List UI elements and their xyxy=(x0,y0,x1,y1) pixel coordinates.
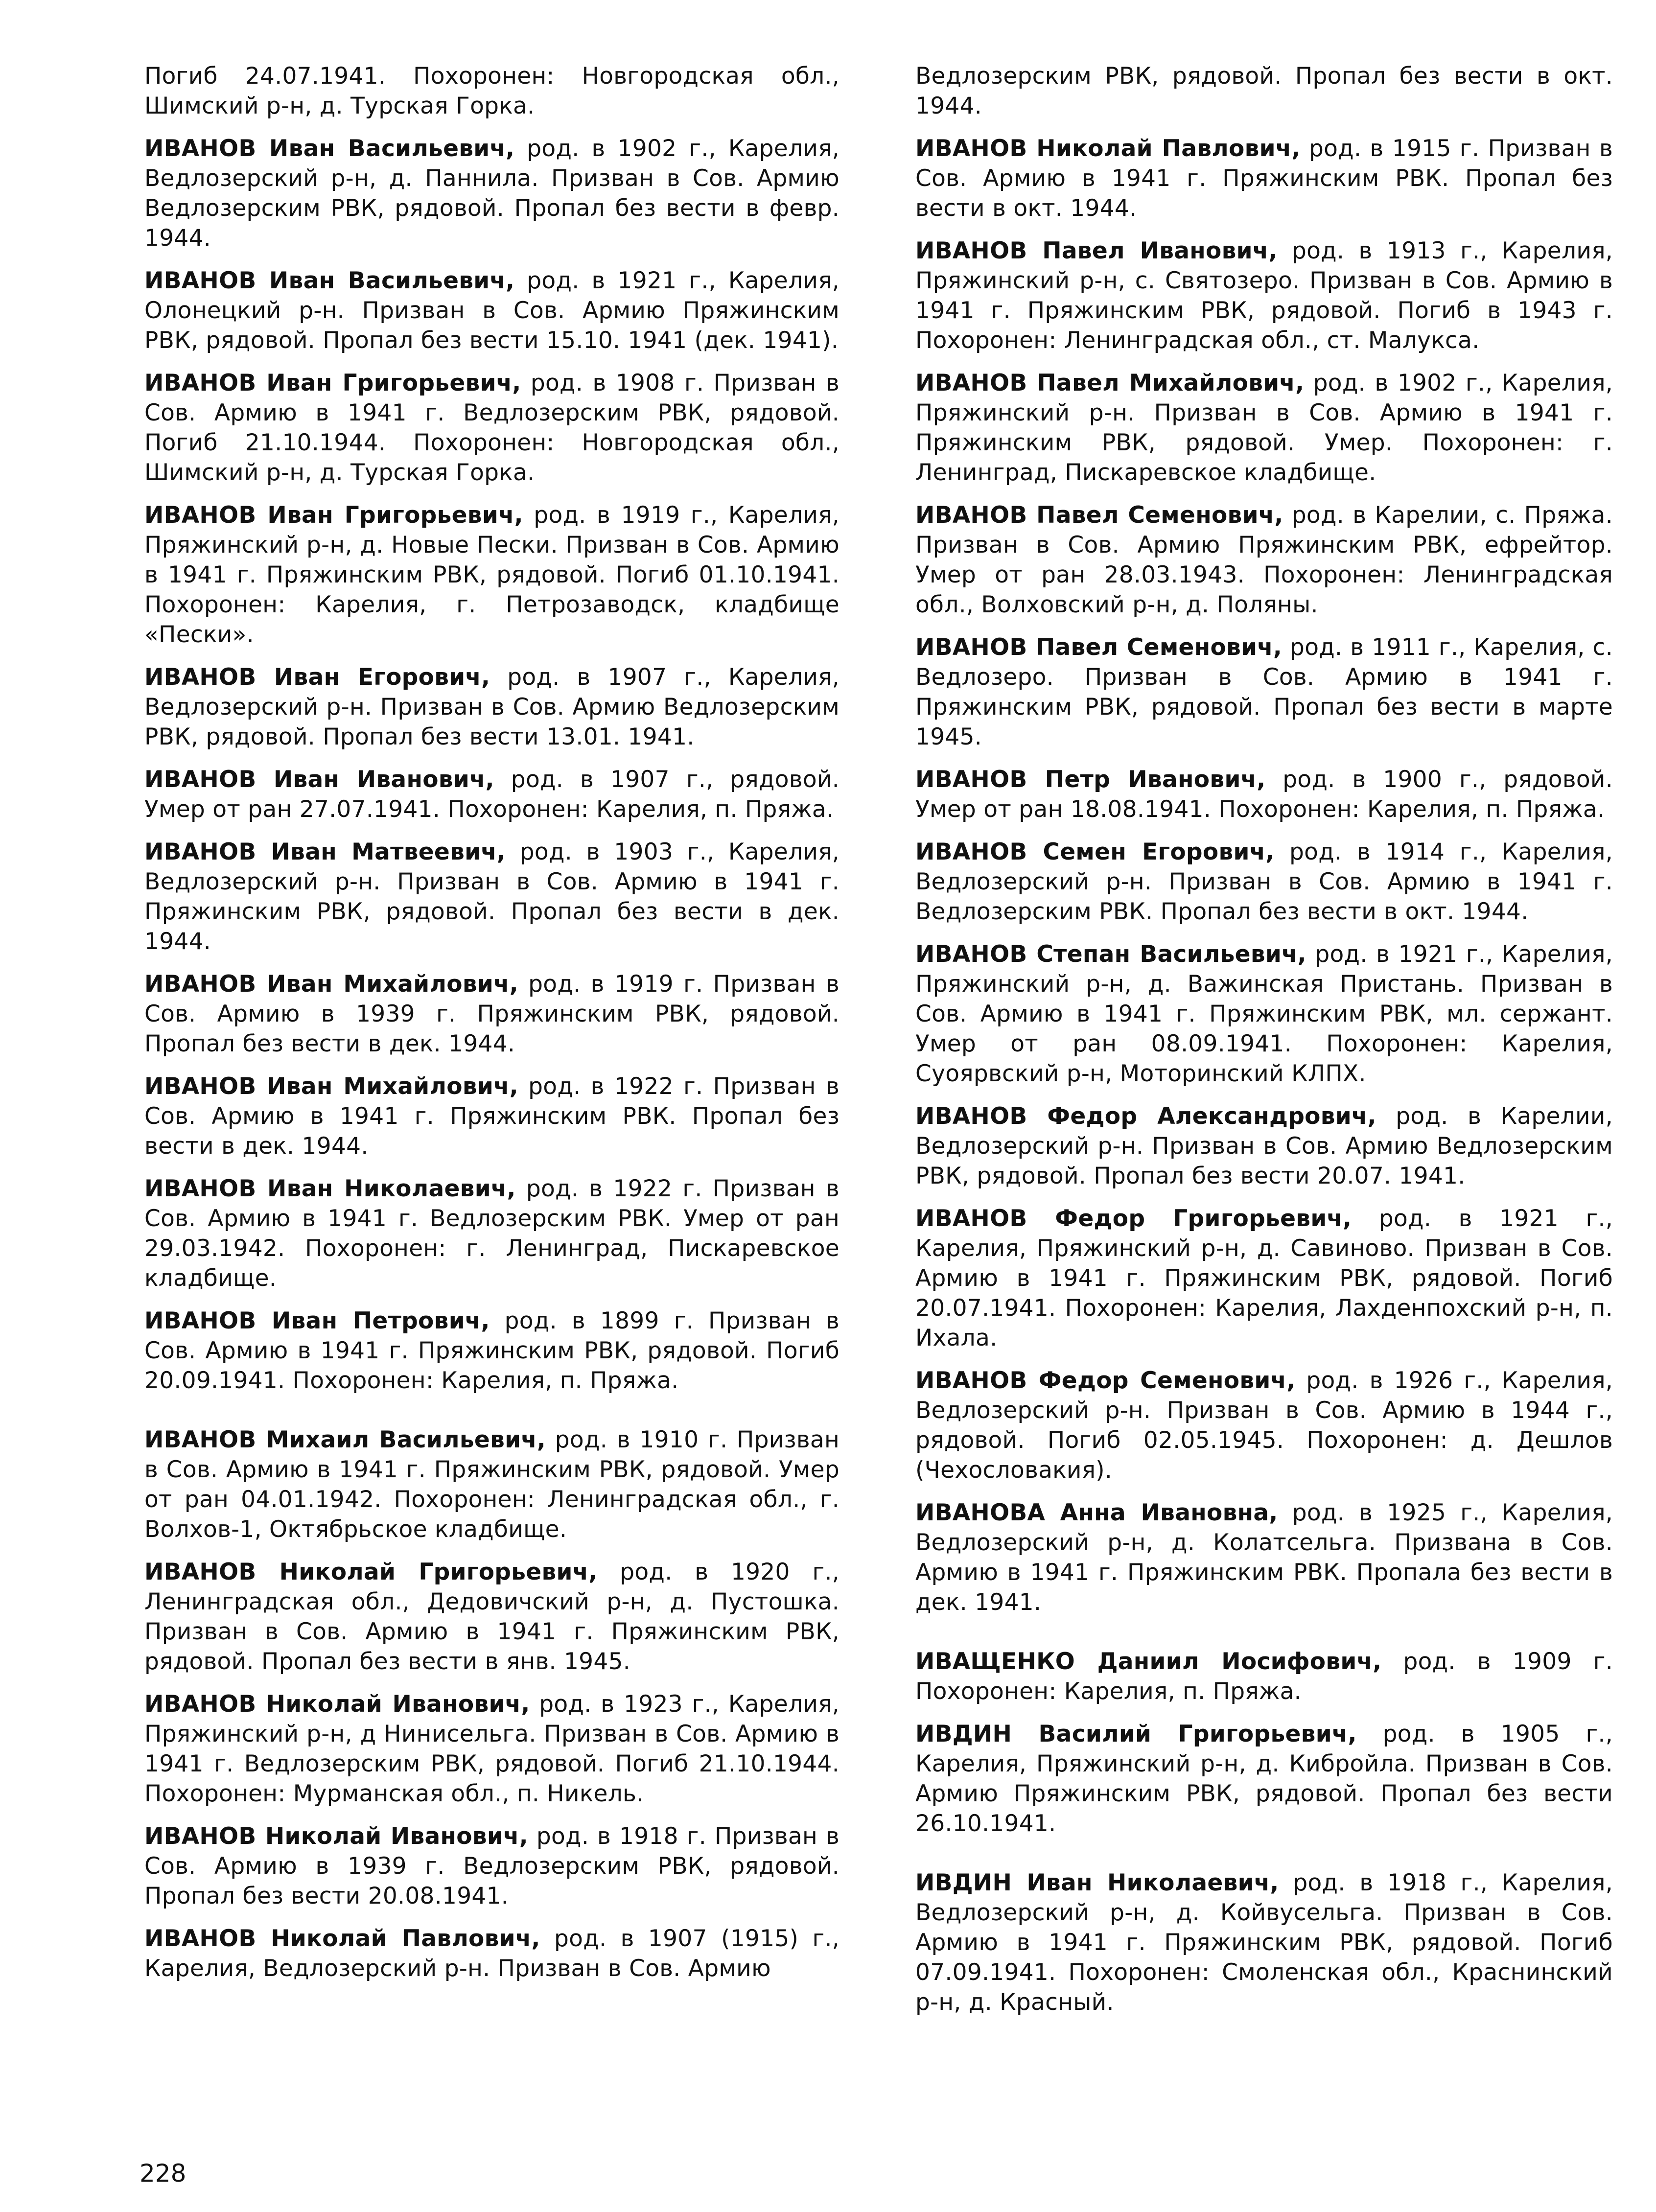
entry-name: ИВАНОВ Федор Семенович, xyxy=(915,1367,1296,1394)
entry-name: ИВАНОВ Иван Григорьевич, xyxy=(144,370,521,396)
entry-name: ИВАНОВ Иван Михайлович, xyxy=(144,1073,518,1100)
entry-text: род. в 1914 г., Карелия, Ведлозерский р-н. Призван в Сов. Армию в 1941 г. Ведлозерским РВК. Пропал без вести в окт. 1944. xyxy=(915,838,1613,925)
entry-name: ИВАНОВ Иван Михайлович, xyxy=(144,971,518,998)
entry xyxy=(915,939,1613,1089)
entry-text: род. в 1921 г., Карелия, Олонецкий р-н. Призван в Сов. Армию Пряжинским РВК, рядовой. Пропал без вести 15.10. 1941 (дек. 1941). xyxy=(144,267,840,354)
right-column xyxy=(915,61,1613,2030)
entry-text: род. в 1908 г. Призван в Сов. Армию в 1941 г. Ведлозерским РВК, рядовой. Погиб 21.10.1944. Похоронен: Новгородская обл., Шимский р-н, д. Турская Горка. xyxy=(144,370,840,486)
entry xyxy=(144,368,840,488)
entry xyxy=(915,1498,1613,1617)
entry-name: ИВАНОВА Анна Ивановна, xyxy=(915,1499,1278,1526)
entry xyxy=(144,1557,840,1676)
entry xyxy=(915,368,1613,488)
entry-text: род. в 1922 г. Призван в Сов. Армию в 1941 г. Пряжинским РВК. Пропал без вести в дек. 1944. xyxy=(144,1073,840,1160)
entry-text: Погиб 24.07.1941. Похоронен: Новгородская обл., Шимский р-н, д. Турская Горка. xyxy=(144,63,840,119)
page-number: 228 xyxy=(140,2159,187,2188)
entry-text: род. в 1922 г. Призван в Сов. Армию в 1941 г. Ведлозерским РВК. Умер от ран 29.03.1942. Похоронен: г. Ленинград, Пискаревское кладбище. xyxy=(144,1175,840,1292)
entry-text: род. в 1907 (1915) г., Карелия, Ведлозерский р-н. Призван в Сов. Армию xyxy=(144,1925,840,1982)
entry-name: ИВАНОВ Николай Иванович, xyxy=(144,1691,530,1718)
entry-name: ИВАНОВ Иван Григорьевич, xyxy=(144,502,523,529)
entry-name: ИВАНОВ Иван Егорович, xyxy=(144,664,490,691)
entry-text: род. в 1923 г., Карелия, Пряжинский р-н, д Нинисельга. Призван в Сов. Армию в 1941 г. Ведлозерским РВК, рядовой. Погиб 21.10.1944. Похоронен: Мурманская обл., п. Никель. xyxy=(144,1691,840,1807)
entry xyxy=(144,969,840,1059)
entry xyxy=(915,1647,1613,1706)
entry xyxy=(915,632,1613,752)
entry-text: род. в 1921 г., Карелия, Пряжинский р-н, д. Савиново. Призван в Сов. Армию в 1941 г. Пряжинским РВК, рядовой. Погиб 20.07.1941. Похоронен: Карелия, Лахденпохский р-н, п. Ихала. xyxy=(915,1205,1613,1351)
entry xyxy=(144,1306,840,1396)
entry-name: ИВДИН Иван Николаевич, xyxy=(915,1869,1279,1896)
entry-name: ИВАНОВ Павел Семенович, xyxy=(915,502,1283,529)
entry-name: ИВАНОВ Павел Семенович, xyxy=(915,634,1283,661)
entry xyxy=(915,1868,1613,2017)
entry-text: род. в 1905 г., Карелия, Пряжинский р-н, д. Кибройла. Призван в Сов. Армию Пряжинским РВК, рядовой. Пропал без вести 26.10.1941. xyxy=(915,1721,1613,1837)
entry-text: род. в 1919 г. Призван в Сов. Армию в 1939 г. Пряжинским РВК, рядовой. Пропал без вести в дек. 1944. xyxy=(144,971,840,1057)
entry xyxy=(144,134,840,253)
entry-name: ИВАНОВ Петр Иванович, xyxy=(915,766,1266,793)
entry-text: род. в 1907 г., рядовой. Умер от ран 27.07.1941. Похоронен: Карелия, п. Пряжа. xyxy=(144,766,840,823)
entry-text: род. в 1920 г., Ленинградская обл., Дедовичский р-н, д. Пустошка. Призван в Сов. Армию в 1941 г. Пряжинским РВК, рядовой. Пропал без вести в янв. 1945. xyxy=(144,1559,840,1675)
entry xyxy=(144,1924,840,1983)
entry xyxy=(915,500,1613,620)
entry xyxy=(144,1174,840,1293)
entry-text: род. в 1913 г., Карелия, Пряжинский р-н, с. Святозеро. Призван в Сов. Армию в 1941 г. Пряжинским РВК, рядовой. Погиб в 1943 г. Похоронен: Ленинградская обл., ст. Малукса. xyxy=(915,237,1613,354)
entry-text: род. в 1910 г. Призван в Сов. Армию в 1941 г. Пряжинским РВК, рядовой. Умер от ран 04.01.1942. Похоронен: Ленинградская обл., г. Волхов-1, Октябрьское кладбище. xyxy=(144,1426,840,1543)
entry-text: род. в 1918 г. Призван в Сов. Армию в 1939 г. Ведлозерским РВК, рядовой. Пропал без вести 20.08.1941. xyxy=(144,1823,840,1909)
entry xyxy=(915,236,1613,355)
entry xyxy=(915,837,1613,927)
entry-text: род. в 1900 г., рядовой. Умер от ран 18.08.1941. Похоронен: Карелия, п. Пряжа. xyxy=(915,766,1613,823)
entry-text: род. в 1911 г., Карелия, с. Ведлозеро. Призван в Сов. Армию в 1941 г. Пряжинским РВК, рядовой. Пропал без вести в марте 1945. xyxy=(915,634,1613,750)
entry-text: род. в 1909 г. Похоронен: Карелия, п. Пряжа. xyxy=(915,1648,1613,1705)
entry-name: ИВАНОВ Федор Григорьевич, xyxy=(915,1205,1352,1232)
entry-text: род. в 1925 г., Карелия, Ведлозерский р-н, д. Колатсельга. Призвана в Сов. Армию в 1941 г. Пряжинским РВК. Пропала без вести в дек. 1941. xyxy=(915,1499,1613,1616)
entry xyxy=(144,1821,840,1911)
entry-name: ИВАНОВ Николай Павлович, xyxy=(915,135,1301,162)
entry-name: ИВДИН Василий Григорьевич, xyxy=(915,1721,1357,1747)
entry-text: род. в 1919 г., Карелия, Пряжинский р-н, д. Новые Пески. Призван в Сов. Армию в 1941 г. Пряжинским РВК, рядовой. Погиб 01.10.1941. Похоронен: Карелия, г. Петрозаводск, кладбище «Пески». xyxy=(144,502,840,648)
entry xyxy=(144,1071,840,1161)
entry xyxy=(144,1425,840,1544)
entry xyxy=(915,61,1613,121)
entry xyxy=(915,1204,1613,1353)
entry xyxy=(144,837,840,956)
entry xyxy=(144,500,840,650)
entry-name: ИВАНОВ Николай Григорьевич, xyxy=(144,1559,598,1585)
entry-text: Ведлозерским РВК, рядовой. Пропал без вести в окт. 1944. xyxy=(915,63,1613,119)
entry-name: ИВАНОВ Иван Васильевич, xyxy=(144,135,515,162)
entry xyxy=(915,1719,1613,1839)
entry-text: род. в Карелии, Ведлозерский р-н. Призван в Сов. Армию Ведлозерским РВК, рядовой. Пропал без вести 20.07. 1941. xyxy=(915,1103,1613,1189)
entry xyxy=(144,765,840,824)
entry xyxy=(144,61,840,121)
entry-name: ИВАНОВ Федор Александрович, xyxy=(915,1103,1376,1130)
entry-text: род. в 1921 г., Карелия, Пряжинский р-н, д. Важинская Пристань. Призван в Сов. Армию в 1941 г. Пряжинским РВК, мл. сержант. Умер от ран 08.09.1941. Похоронен: Карелия, Суоярвский р-н, Моторинский КЛПХ. xyxy=(915,941,1613,1087)
entry-name: ИВАНОВ Михаил Васильевич, xyxy=(144,1426,546,1453)
entry-text: род. в 1926 г., Карелия, Ведлозерский р-н. Призван в Сов. Армию в 1944 г., рядовой. Погиб 02.05.1945. Похоронен: д. Дешлов (Чехословакия). xyxy=(915,1367,1613,1484)
entry-text: род. в 1902 г., Карелия, Пряжинский р-н. Призван в Сов. Армию в 1941 г. Пряжинским РВК, рядовой. Умер. Похоронен: г. Ленинград, Пискаревское кладбище. xyxy=(915,370,1613,486)
entry-text: род. в 1903 г., Карелия, Ведлозерский р-н. Призван в Сов. Армию в 1941 г. Пряжинским РВК, рядовой. Пропал без вести в дек. 1944. xyxy=(144,838,840,955)
entry-name: ИВАНОВ Иван Матвеевич, xyxy=(144,838,506,865)
entry xyxy=(915,765,1613,824)
entry-text: род. в 1899 г. Призван в Сов. Армию в 1941 г. Пряжинским РВК, рядовой. Погиб 20.09.1941. Похоронен: Карелия, п. Пряжа. xyxy=(144,1307,840,1394)
entry-name: ИВАНОВ Иван Иванович, xyxy=(144,766,494,793)
entry-name: ИВАНОВ Степан Васильевич, xyxy=(915,941,1306,968)
entry-text: род. в 1915 г. Призван в Сов. Армию в 1941 г. Пряжинским РВК. Пропал без вести в окт. 1944. xyxy=(915,135,1613,222)
entry xyxy=(144,662,840,752)
entry xyxy=(144,266,840,355)
entry-name: ИВАНОВ Иван Петрович, xyxy=(144,1307,490,1334)
entry-text: род. в 1902 г., Карелия, Ведлозерский р-н, д. Паннила. Призван в Сов. Армию Ведлозерским РВК, рядовой. Пропал без вести в февр. 1944. xyxy=(144,135,840,252)
left-column xyxy=(144,61,840,1996)
entry xyxy=(915,1366,1613,1485)
entry xyxy=(915,1101,1613,1191)
entry xyxy=(144,1689,840,1809)
entry xyxy=(915,134,1613,223)
entry-name: ИВАНОВ Николай Павлович, xyxy=(144,1925,540,1952)
entry-name: ИВАНОВ Николай Иванович, xyxy=(144,1823,528,1850)
entry-name: ИВАНОВ Павел Михайлович, xyxy=(915,370,1305,396)
entry-name: ИВАНОВ Иван Николаевич, xyxy=(144,1175,516,1202)
entry-name: ИВАНОВ Иван Васильевич, xyxy=(144,267,515,294)
entry-text: род. в 1907 г., Карелия, Ведлозерский р-н. Призван в Сов. Армию Ведлозерским РВК, рядовой. Пропал без вести 13.01. 1941. xyxy=(144,664,840,750)
entry-text: род. в 1918 г., Карелия, Ведлозерский р-н, д. Койвусельга. Призван в Сов. Армию в 1941 г. Пряжинским РВК, рядовой. Погиб 07.09.1941. Похоронен: Смоленская обл., Краснинский р-н, д. Красный. xyxy=(915,1869,1613,2016)
entry-name: ИВАНОВ Павел Иванович, xyxy=(915,237,1278,264)
entry-name: ИВАЩЕНКО Даниил Иосифович, xyxy=(915,1648,1382,1675)
entry-name: ИВАНОВ Семен Егорович, xyxy=(915,838,1275,865)
entry-text: род. в Карелии, с. Пряжа. Призван в Сов. Армию Пряжинским РВК, ефрейтор. Умер от ран 28.03.1943. Похоронен: Ленинградская обл., Волховский р-н, д. Поляны. xyxy=(915,502,1613,618)
